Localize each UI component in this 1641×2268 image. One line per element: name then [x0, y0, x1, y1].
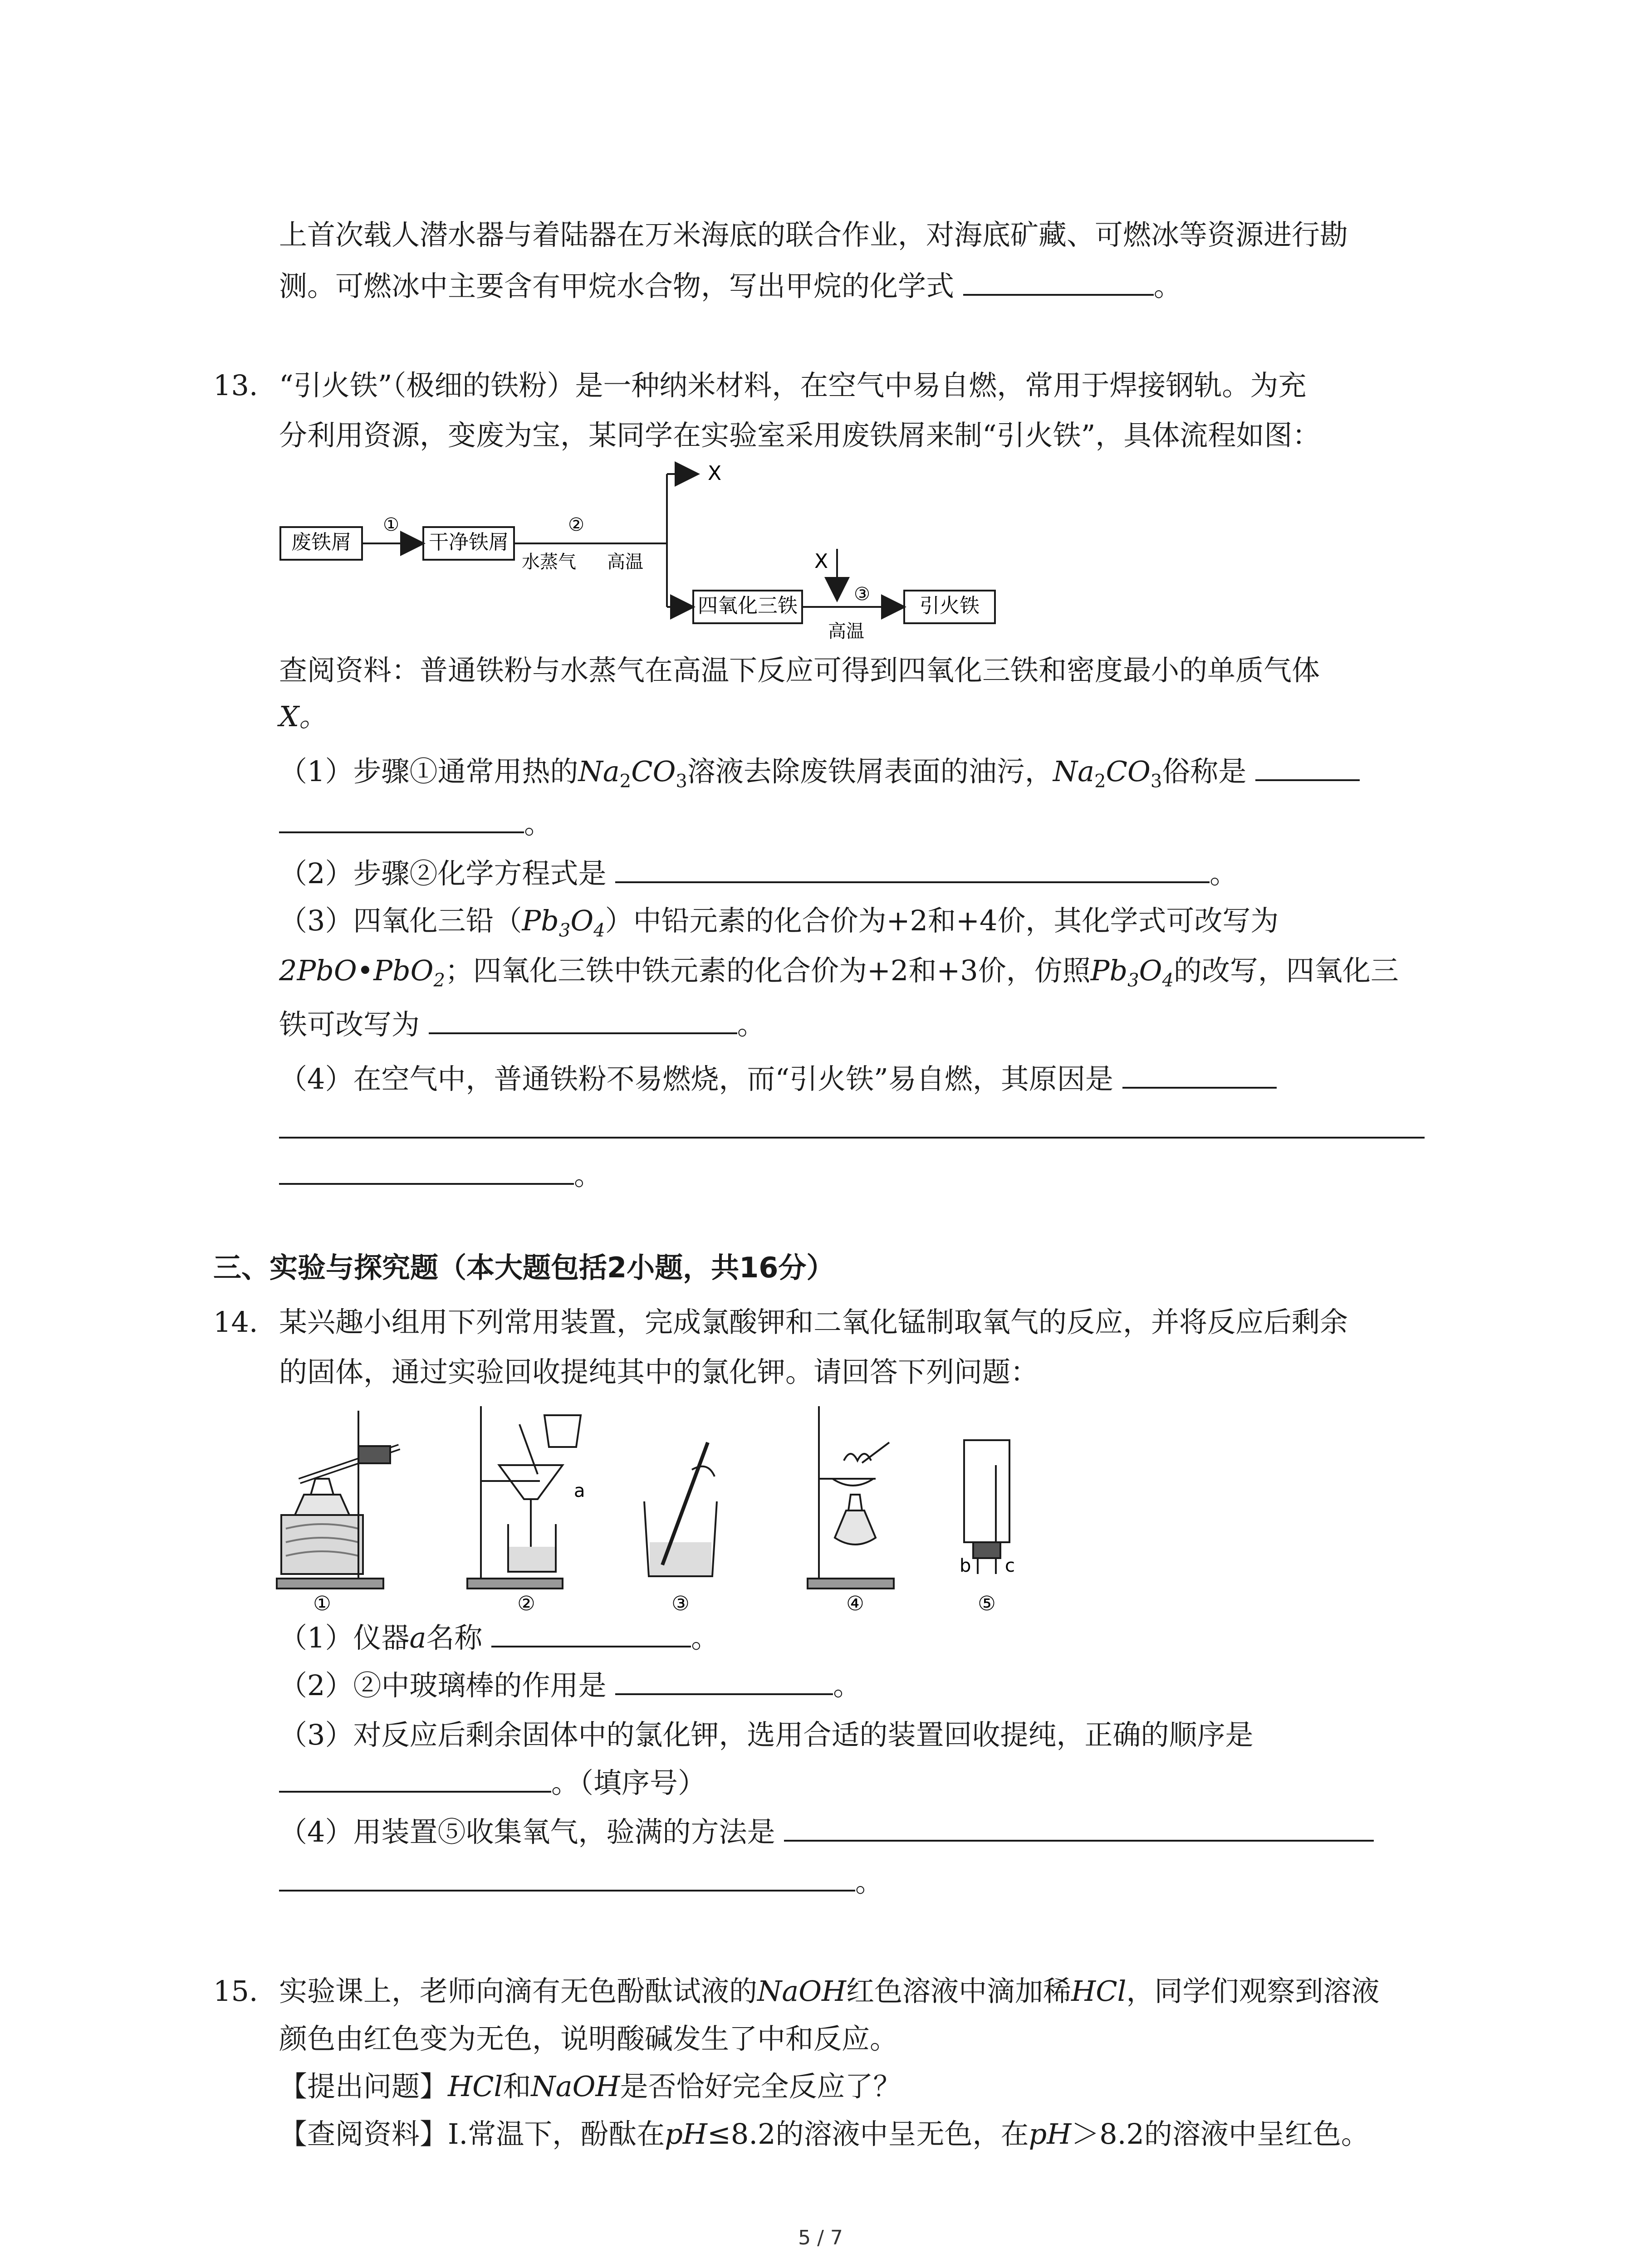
apparatus-figure — [272, 1397, 1066, 1615]
section-heading: 三、实验与探究题（本大题包括2小题，共16分） — [213, 1251, 835, 1284]
text-line: 查阅资料：普通铁粉与水蒸气在高温下反应可得到四氧化三铁和密度最小的单质气体 — [279, 654, 1320, 687]
flow-condition: 水蒸气 — [522, 552, 576, 572]
flow-diagram — [272, 449, 1043, 653]
text-line: 上首次载人潜水器与着陆器在万米海底的联合作业，对海底矿藏、可燃冰等资源进行勘 — [279, 218, 1348, 251]
answer-blank[interactable] — [279, 1137, 1425, 1139]
apparatus-label: ③ — [671, 1592, 690, 1615]
answer-blank[interactable] — [279, 805, 524, 833]
answer-blank[interactable] — [615, 1667, 833, 1695]
question-number: 15. — [213, 1975, 258, 2008]
apparatus-heating-tube — [277, 1411, 399, 1589]
subquestion-1: （1）仪器a名称 。 — [279, 1619, 719, 1656]
instrument-label-a: a — [574, 1481, 585, 1501]
text-line: 。（填序号） — [279, 1765, 706, 1801]
subquestion-2: （2）②中玻璃棒的作用是 。 — [279, 1667, 861, 1704]
text-line: 。 — [279, 1863, 883, 1900]
question-text: 实验课上，老师向滴有无色酚酞试液的NaOH红色溶液中滴加稀HCl，同学们观察到溶液 — [279, 1975, 1380, 2008]
flow-step-label: ① — [383, 514, 399, 535]
port-label-c: c — [1005, 1555, 1015, 1576]
answer-blank[interactable] — [279, 1765, 551, 1793]
answer-blank[interactable] — [1255, 753, 1360, 781]
text-line: 。 — [279, 805, 552, 842]
page-number: 5 / 7 — [798, 2226, 843, 2249]
flow-box-label: 干净铁屑 — [429, 531, 509, 554]
subquestion-3: （3）对反应后剩余固体中的氯化钾，选用合适的装置回收提纯，正确的顺序是 — [279, 1718, 1254, 1751]
flow-box-label: 引火铁 — [920, 594, 980, 617]
subquestion-4: （4）在空气中，普通铁粉不易燃烧，而“引火铁”易自燃，其原因是 — [279, 1061, 1277, 1097]
apparatus-gas-bottle — [964, 1440, 1009, 1574]
question-text: 某兴趣小组用下列常用装置，完成氯酸钾和二氧化锰制取氧气的反应，并将反应后剩余 — [279, 1305, 1348, 1339]
flow-box-label: 废铁屑 — [291, 531, 351, 554]
flow-condition: 高温 — [828, 621, 864, 642]
question-text: 【提出问题】HCl和NaOH是否恰好完全反应了？ — [279, 2070, 901, 2103]
text-line: 。 — [279, 1157, 602, 1193]
text-line: 铁可改写为 。 — [279, 1006, 765, 1043]
answer-blank[interactable] — [963, 268, 1154, 296]
text-line: 测。可燃冰中主要含有甲烷水合物，写出甲烷的化学式 。 — [279, 268, 1182, 304]
flow-step-label: ② — [568, 514, 584, 535]
subquestion-3: （3）四氧化三铅$(Pb_3O_4)$中铅元素的化合价为+2和+4价，其化学式可改写为 — [279, 904, 1279, 941]
apparatus-label: ② — [517, 1592, 535, 1615]
question-text: 分利用资源，变废为宝，某同学在实验室采用废铁屑来制“引火铁”，具体流程如图： — [279, 419, 1321, 452]
subquestion-4: （4）用装置⑤收集氧气，验满的方法是 — [279, 1813, 1374, 1850]
flow-box-label: 四氧化三铁 — [698, 594, 798, 617]
question-text: 的固体，通过实验回收提纯其中的氯化钾。请回答下列问题： — [279, 1355, 1039, 1388]
answer-blank[interactable] — [429, 1006, 737, 1034]
apparatus-beaker — [644, 1442, 717, 1576]
question-text: “引火铁”（极细的铁粉）是一种纳米材料，在空气中易自燃，常用于焊接钢轨。为充 — [279, 369, 1307, 402]
answer-blank[interactable] — [491, 1619, 691, 1647]
flow-product-x: X — [708, 462, 722, 485]
flow-reactant-x: X — [814, 550, 828, 573]
subquestion-2: （2）步骤②化学方程式是 。 — [279, 855, 1238, 892]
question-number: 13. — [213, 369, 258, 402]
subquestion-1: （1）步骤①通常用热的$Na_2CO_3$溶液去除废铁屑表面的油污，$Na_2CO_3$俗称是 — [279, 753, 1360, 799]
apparatus-filtration — [467, 1406, 581, 1589]
flow-step-label: ③ — [854, 584, 870, 605]
apparatus-evaporation — [808, 1406, 894, 1589]
answer-blank[interactable] — [615, 855, 1210, 883]
answer-blank[interactable] — [279, 1863, 855, 1892]
answer-blank[interactable] — [279, 1157, 574, 1185]
text-line: X。 — [279, 700, 328, 733]
apparatus-label: ④ — [846, 1592, 864, 1615]
apparatus-label: ① — [313, 1592, 331, 1615]
apparatus-label: ⑤ — [978, 1592, 996, 1615]
question-text: 颜色由红色变为无色，说明酸碱发生了中和反应。 — [279, 2022, 898, 2055]
text-line: 2PbO•PbO$_2$；四氧化三铁中铁元素的化合价为+2和+3价，仿照$Pb_3O_4$的改写，四氧化三 — [279, 954, 1399, 991]
answer-blank[interactable] — [784, 1813, 1374, 1842]
answer-blank[interactable] — [1122, 1061, 1277, 1089]
question-text: 【查阅资料】Ⅰ.常温下，酚酞在pH≤8.2的溶液中呈无色，在pH＞8.2的溶液中呈红色。 — [279, 2117, 1369, 2151]
question-number: 14. — [213, 1305, 258, 1339]
flow-condition: 高温 — [607, 552, 643, 572]
port-label-b: b — [960, 1555, 971, 1576]
